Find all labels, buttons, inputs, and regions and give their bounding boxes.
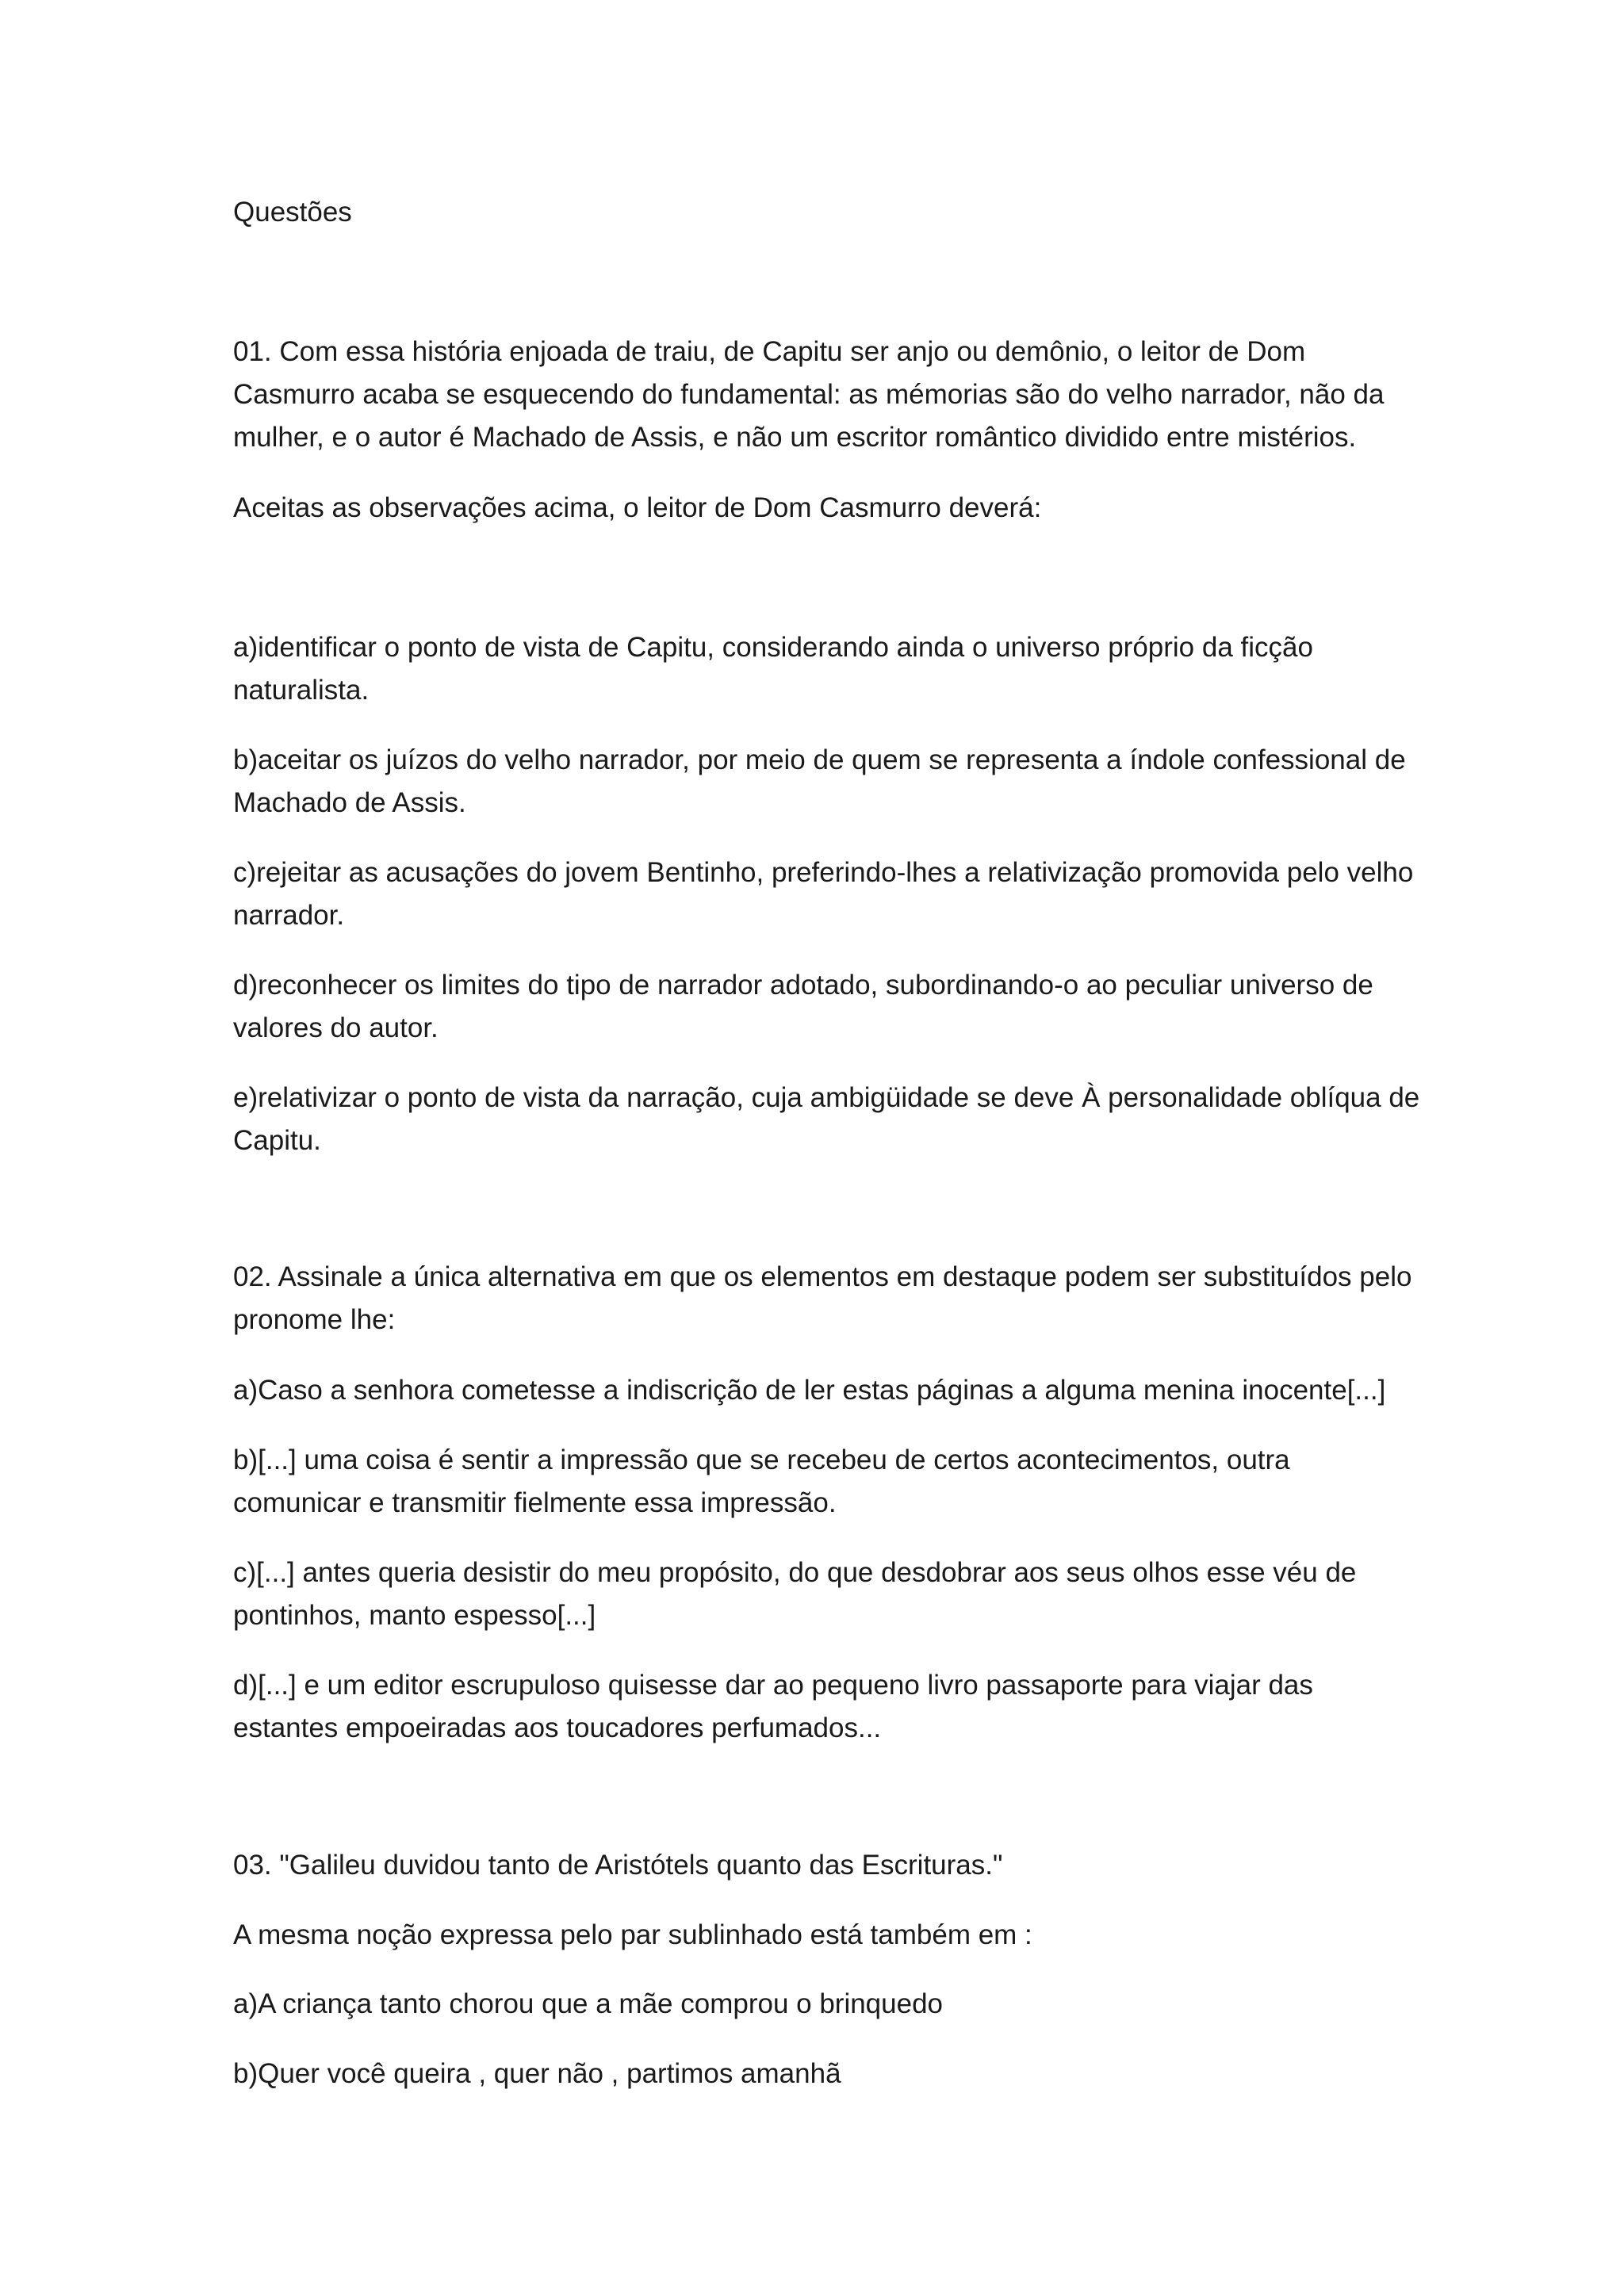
- question-2-option-b: b)[...] uma coisa é sentir a impressão que se recebeu de certos acontecimentos, outra comunicar e transmitir fielmente essa impressão.: [233, 1445, 1290, 1518]
- question-1-option-d: d)reconhecer os limites do tipo de narrador adotado, subordinando-o ao peculiar universo de valores do autor.: [233, 970, 1373, 1043]
- question-3-stem: 03. "Galileu duvidou tanto de Aristótels quanto das Escrituras.": [233, 1850, 1003, 1881]
- question-1-option-c: c)rejeitar as acusações do jovem Bentinho, preferindo-lhes a relativização promovida pelo velho narrador.: [233, 857, 1414, 931]
- question-1-prompt: Aceitas as observações acima, o leitor de Dom Casmurro deverá:: [233, 492, 1042, 523]
- question-1-option-a: a)identificar o ponto de vista de Capitu, considerando ainda o universo próprio da ficção naturalista.: [233, 632, 1313, 706]
- question-2-option-a: a)Caso a senhora cometesse a indiscrição de ler estas páginas a alguma menina inocente[...]: [233, 1375, 1386, 1406]
- page-heading: Questões: [233, 197, 352, 228]
- question-2-stem: 02. Assinale a única alternativa em que os elementos em destaque podem ser substituídos pelo pronome lhe:: [233, 1261, 1412, 1335]
- question-2-option-d: d)[...] e um editor escrupuloso quisesse dar ao pequeno livro passaporte para viajar das estantes empoeiradas aos toucadores perfumados...: [233, 1670, 1313, 1743]
- question-3-option-a: a)A criança tanto chorou que a mãe comprou o brinquedo: [233, 1988, 944, 2019]
- question-1-option-b: b)aceitar os juízos do velho narrador, por meio de quem se representa a índole confessional de Machado de Assis.: [233, 744, 1406, 818]
- question-2-option-c: c)[...] antes queria desistir do meu propósito, do que desdobrar aos seus olhos esse véu de pontinhos, manto espesso[...]: [233, 1557, 1357, 1631]
- question-3-option-b: b)Quer você queira , quer não , partimos amanhã: [233, 2058, 841, 2089]
- question-1-option-e: e)relativizar o ponto de vista da narração, cuja ambigüidade se deve À personalidade oblíqua de Capitu.: [233, 1082, 1420, 1156]
- question-1-stem: 01. Com essa história enjoada de traiu, de Capitu ser anjo ou demônio, o leitor de Dom Casmurro acaba se esquecendo do fundamental: as mémorias são do velho narrador, não da mulher, e o autor é Machado de Assis, e não um escritor romântico dividido entre mistérios.: [233, 336, 1385, 453]
- question-3-prompt: A mesma noção expressa pelo par sublinhado está também em :: [233, 1919, 1032, 1950]
